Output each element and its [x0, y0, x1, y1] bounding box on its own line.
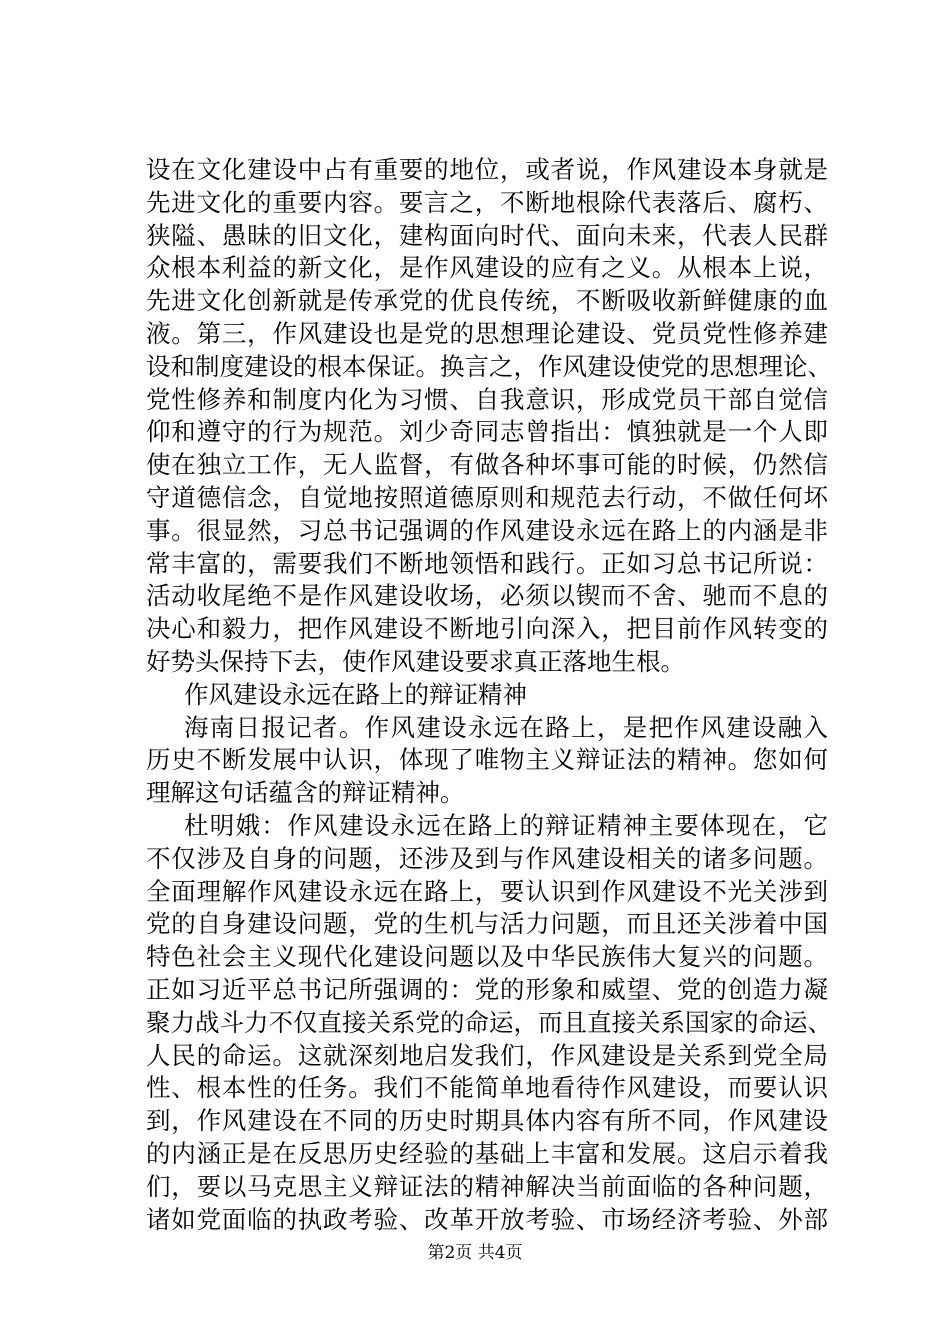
text-line: 使在独立工作，无人监督，有做各种坏事可能的时候，仍然信 — [146, 450, 828, 480]
text-line: 党性修养和制度内化为习惯、自我意识，形成党员干部自觉信 — [146, 384, 828, 414]
text-line: 历史不断发展中认识，体现了唯物主义辩证法的精神。您如何 — [146, 745, 828, 775]
text-line: 活动收尾绝不是作风建设收场，必须以锲而不舍、驰而不息的 — [146, 581, 828, 611]
text-line: 先进文化创新就是传承党的优良传统，不断吸收新鲜健康的血 — [146, 286, 828, 316]
page-number: 第2页 共4页 — [427, 1243, 523, 1263]
text-line: 事。很显然，习总书记强调的作风建设永远在路上的内涵是非 — [146, 515, 828, 545]
text-line: 海南日报记者。作风建设永远在路上，是把作风建设融入 — [184, 712, 828, 742]
text-line: 决心和毅力，把作风建设不断地引向深入，把目前作风转变的 — [146, 614, 828, 644]
text-line: 特色社会主义现代化建设问题以及中华民族伟大复兴的问题。 — [146, 942, 828, 972]
text-line: 众根本利益的新文化，是作风建设的应有之义。从根本上说， — [146, 253, 828, 283]
document-body — [146, 154, 832, 1236]
text-line: 诸如党面临的执政考验、改革开放考验、市场经济考验、外部 — [146, 1204, 828, 1234]
text-line: 们，要以马克思主义辩证法的精神解决当前面临的各种问题， — [146, 1171, 828, 1201]
text-line: 常丰富的，需要我们不断地领悟和践行。正如习总书记所说： — [146, 548, 828, 578]
text-line: 杜明娥：作风建设永远在路上的辩证精神主要体现在，它 — [184, 810, 828, 840]
text-line: 到，作风建设在不同的历史时期具体内容有所不同，作风建设 — [146, 1106, 828, 1136]
section-heading: 作风建设永远在路上的辩证精神 — [184, 679, 527, 709]
text-line: 设在文化建设中占有重要的地位，或者说，作风建设本身就是 — [146, 155, 828, 184]
text-line: 人民的命运。这就深刻地启发我们，作风建设是关系到党全局 — [146, 1040, 828, 1070]
text-line: 先进文化的重要内容。要言之，不断地根除代表落后、腐朽、 — [146, 187, 828, 217]
text-line: 的内涵正是在反思历史经验的基础上丰富和发展。这启示着我 — [146, 1138, 828, 1168]
answer-paragraph — [146, 810, 832, 1236]
paragraph-continued — [146, 154, 832, 679]
text-line: 党的自身建设问题，党的生机与活力问题，而且还关涉着中国 — [146, 909, 828, 939]
text-line: 仰和遵守的行为规范。刘少奇同志曾指出：慎独就是一个人即 — [146, 417, 828, 447]
text-line: 狭隘、愚昧的旧文化，建构面向时代、面向未来，代表人民群 — [146, 220, 828, 250]
text-line: 守道德信念，自觉地按照道德原则和规范去行动，不做任何坏 — [146, 482, 828, 512]
text-line: 聚力战斗力不仅直接关系党的命运，而且直接关系国家的命运、 — [146, 1007, 832, 1037]
text-line: 正如习近平总书记所强调的：党的形象和威望、党的创造力凝 — [146, 974, 828, 1004]
text-line: 不仅涉及自身的问题，还涉及到与作风建设相关的诸多问题。 — [146, 843, 828, 873]
text-line: 性、根本性的任务。我们不能简单地看待作风建设，而要认识 — [146, 1073, 828, 1103]
text-line: 全面理解作风建设永远在路上，要认识到作风建设不光关涉到 — [146, 876, 828, 906]
text-line: 设和制度建设的根本保证。换言之，作风建设使党的思想理论、 — [146, 351, 832, 381]
text-line: 好势头保持下去，使作风建设要求真正落地生根。 — [146, 646, 685, 676]
text-line: 液。第三，作风建设也是党的思想理论建设、党员党性修养建 — [146, 318, 828, 348]
text-line: 理解这句话蕴含的辩证精神。 — [146, 778, 465, 808]
question-paragraph — [146, 712, 828, 810]
